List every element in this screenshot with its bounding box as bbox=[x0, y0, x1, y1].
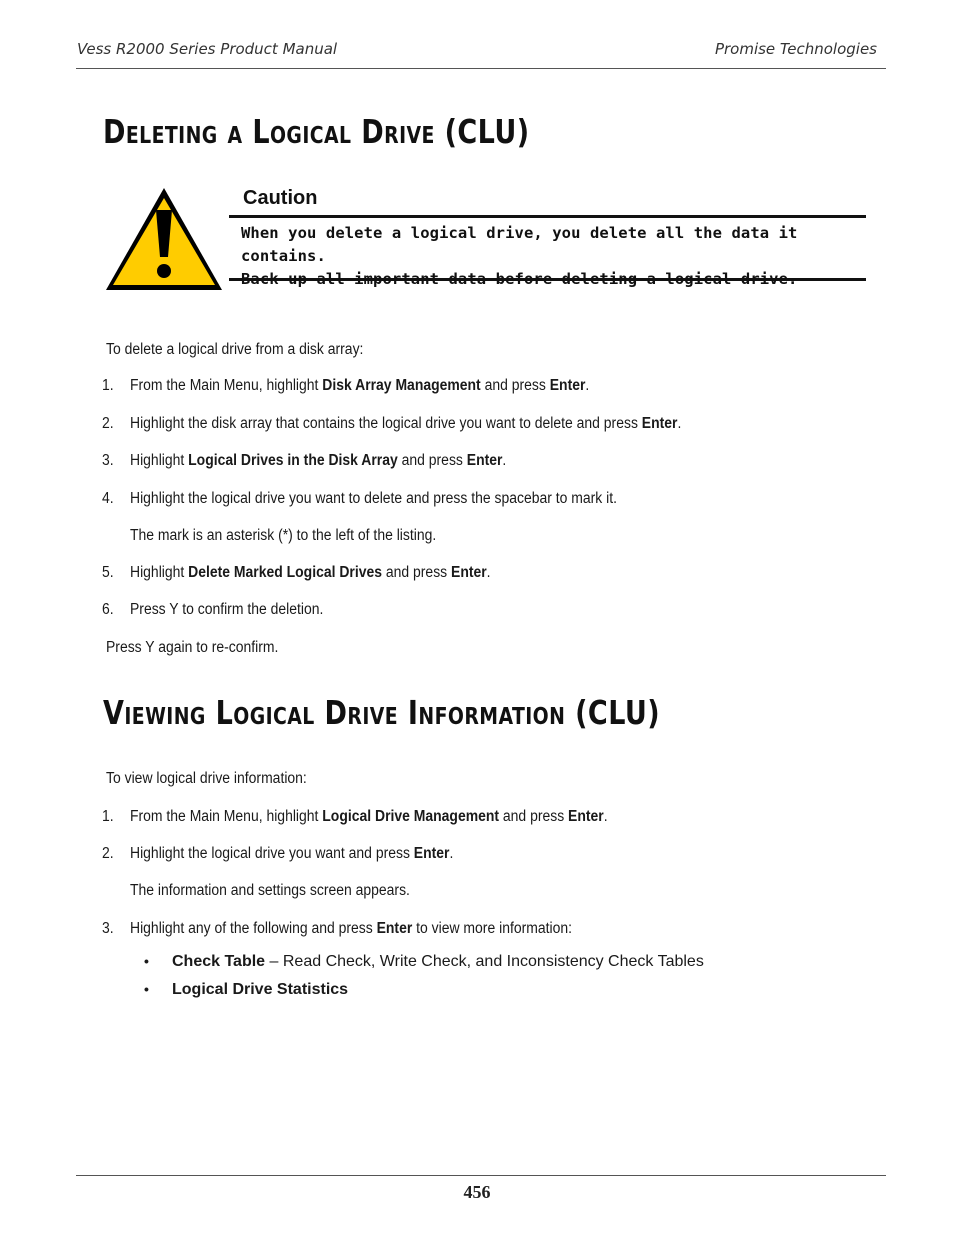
section-title-delete: Deleting a Logical Drive (CLU) bbox=[103, 112, 530, 151]
step-text: Highlight the disk array that contains the logical drive you want to delete and press Enter. bbox=[130, 415, 682, 432]
bullet-icon: • bbox=[144, 953, 149, 969]
bullet-icon: • bbox=[144, 981, 149, 997]
step-text: Highlight the logical drive you want and press Enter. bbox=[130, 845, 454, 862]
footer-rule bbox=[76, 1175, 886, 1176]
step-text: From the Main Menu, highlight Disk Array Management and press Enter. bbox=[130, 377, 590, 394]
section-title-view: Viewing Logical Drive Information (CLU) bbox=[103, 693, 661, 732]
step-number: 2. bbox=[102, 845, 114, 862]
header-rule bbox=[76, 68, 886, 69]
caution-line-1: When you delete a logical drive, you delete all the data it contains. bbox=[241, 224, 798, 265]
step-number: 3. bbox=[102, 452, 114, 469]
step-text: From the Main Menu, highlight Logical Drive Management and press Enter. bbox=[130, 808, 608, 825]
step-text: Press Y to confirm the deletion. bbox=[130, 601, 324, 618]
running-header-title: Vess R2000 Series Product Manual bbox=[77, 40, 338, 58]
caution-line-2: Back up all important data before deleting a logical drive. bbox=[241, 270, 798, 288]
running-header-company: Promise Technologies bbox=[714, 40, 877, 58]
caution-title: Caution bbox=[243, 187, 318, 209]
step-number: 5. bbox=[102, 564, 114, 581]
caution-rule-bottom bbox=[229, 278, 866, 281]
step-text: Highlight Logical Drives in the Disk Array and press Enter. bbox=[130, 452, 507, 469]
view-intro: To view logical drive information: bbox=[106, 770, 307, 787]
step-number: 6. bbox=[102, 601, 114, 618]
caution-triangle-icon bbox=[103, 185, 225, 293]
page-number: 456 bbox=[463, 1182, 491, 1202]
step-text: Highlight any of the following and press Enter to view more information: bbox=[130, 920, 572, 937]
step-note: The mark is an asterisk (*) to the left of the listing. bbox=[130, 527, 437, 544]
bullet-item: Check Table – Read Check, Write Check, and Inconsistency Check Tables bbox=[172, 953, 704, 970]
caution-rule-top bbox=[229, 215, 866, 218]
bullet-item: Logical Drive Statistics bbox=[172, 981, 349, 998]
step-number: 1. bbox=[102, 377, 114, 394]
delete-intro: To delete a logical drive from a disk array: bbox=[106, 341, 364, 358]
step-number: 4. bbox=[102, 490, 114, 507]
step-text: Highlight the logical drive you want to delete and press the spacebar to mark it. bbox=[130, 490, 617, 507]
step-note: The information and settings screen appears. bbox=[130, 882, 410, 899]
delete-outro: Press Y again to re-confirm. bbox=[106, 639, 279, 656]
step-text: Highlight Delete Marked Logical Drives and press Enter. bbox=[130, 564, 491, 581]
step-number: 2. bbox=[102, 415, 114, 432]
step-number: 3. bbox=[102, 920, 114, 937]
step-number: 1. bbox=[102, 808, 114, 825]
